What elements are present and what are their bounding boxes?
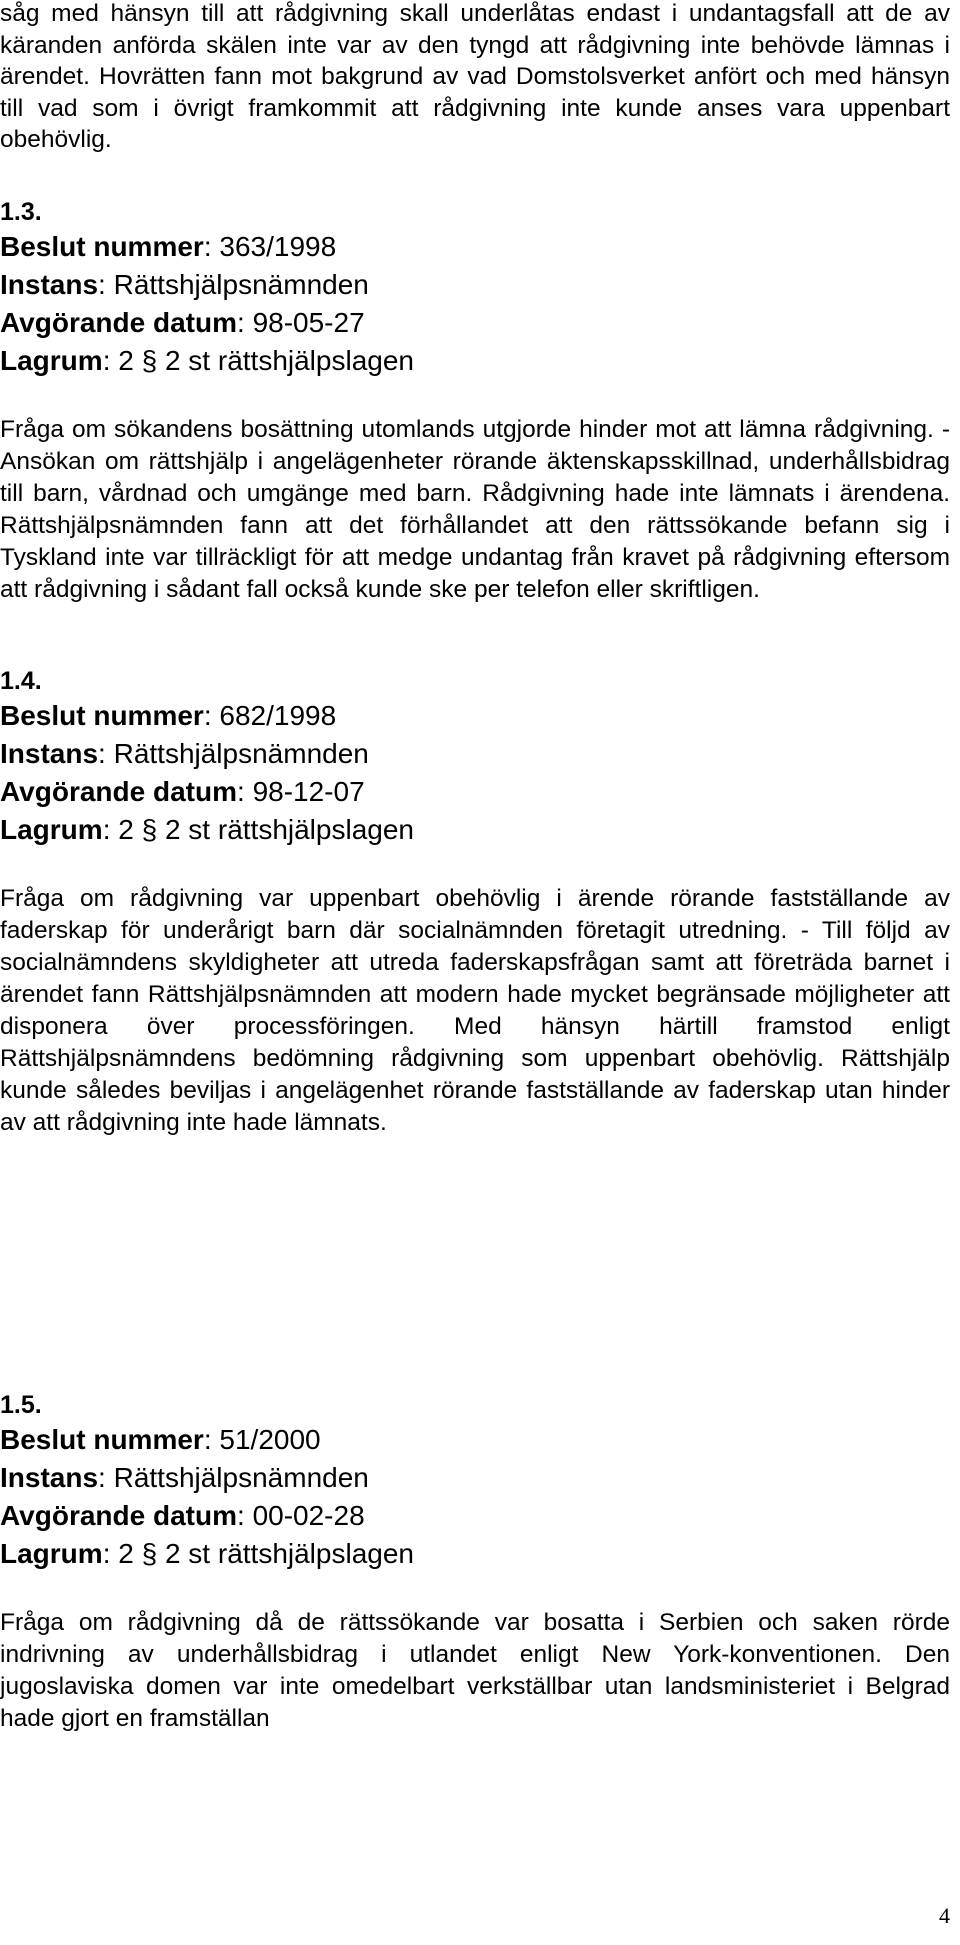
lagrum-line: Lagrum: 2 § 2 st rättshjälpslagen — [0, 345, 414, 376]
section-body: Fråga om rådgivning då de rättssökande var bosatta i Serbien och saken rörde indrivning av underhållsbidrag i utlandet enligt New York-konventionen. Den jugoslaviska domen var inte omedelbart verkställbar utan landsministeriet i Belgrad hade gjort en framställan — [0, 1609, 950, 1732]
datum-value: 98-12-07 — [252, 776, 365, 807]
datum-label: Avgörande datum — [0, 776, 237, 807]
section-1-4 — [0, 665, 950, 1139]
instans-value: Rättshjälpsnämnden — [113, 738, 369, 769]
datum-label: Avgörande datum — [0, 307, 237, 338]
instans-line: Instans: Rättshjälpsnämnden — [0, 738, 369, 769]
beslut-label: Beslut nummer — [0, 231, 204, 262]
beslut-label: Beslut nummer — [0, 1424, 204, 1455]
section-number: 1.3. — [0, 198, 42, 226]
intro-paragraph: såg med hänsyn till att rådgivning skall underlåtas endast i undantagsfall att de av käranden anförda skälen inte var av den tyngd att rådgivning inte behövde lämnas i ärendet. Hovrätten fann mot bakgrund av vad Domstolsverket anfört och med hänsyn till vad som i övrigt framkommit att rådgivning inte kunde anses vara uppenbart obehövlig. — [0, 0, 950, 153]
datum-label: Avgörande datum — [0, 1500, 237, 1531]
instans-value: Rättshjälpsnämnden — [113, 1462, 369, 1493]
lagrum-value: 2 § 2 st rättshjälpslagen — [118, 814, 414, 845]
section-number: 1.5. — [0, 1391, 42, 1419]
lagrum-label: Lagrum — [0, 345, 103, 376]
page-number: 4 — [939, 1903, 950, 1928]
datum-value: 00-02-28 — [252, 1500, 365, 1531]
beslut-line: Beslut nummer: 51/2000 — [0, 1424, 321, 1455]
lagrum-label: Lagrum — [0, 1538, 103, 1569]
section-body: Fråga om sökandens bosättning utomlands utgjorde hinder mot att lämna rådgivning. - Ansökan om rättshjälp i angelägenheter rörande äktenskapsskillnad, underhållsbidrag till barn, vårdnad och umgänge med barn. Rådgivning hade inte lämnats i ärendena. Rättshjälpsnämnden fann att det förhållandet att den rättssökande befann sig i Tyskland inte var tillräckligt för att medge undantag från kravet på rådgivning eftersom att rådgivning i sådant fall också kunde ske per telefon eller skriftligen. — [0, 416, 950, 603]
datum-line: Avgörande datum: 98-05-27 — [0, 307, 365, 338]
datum-line: Avgörande datum: 00-02-28 — [0, 1500, 365, 1531]
beslut-line: Beslut nummer: 363/1998 — [0, 231, 337, 262]
lagrum-value: 2 § 2 st rättshjälpslagen — [118, 345, 414, 376]
section-1-3 — [0, 196, 950, 606]
lagrum-label: Lagrum — [0, 814, 103, 845]
instans-line: Instans: Rättshjälpsnämnden — [0, 269, 369, 300]
intro-block — [0, 0, 950, 156]
lagrum-line: Lagrum: 2 § 2 st rättshjälpslagen — [0, 1538, 414, 1569]
beslut-value: 682/1998 — [219, 700, 337, 731]
section-number: 1.4. — [0, 667, 42, 695]
datum-value: 98-05-27 — [252, 307, 365, 338]
instans-label: Instans — [0, 738, 99, 769]
beslut-value: 363/1998 — [219, 231, 337, 262]
datum-line: Avgörande datum: 98-12-07 — [0, 776, 365, 807]
lagrum-line: Lagrum: 2 § 2 st rättshjälpslagen — [0, 814, 414, 845]
beslut-value: 51/2000 — [219, 1424, 321, 1455]
instans-label: Instans — [0, 1462, 99, 1493]
instans-label: Instans — [0, 269, 99, 300]
instans-line: Instans: Rättshjälpsnämnden — [0, 1462, 369, 1493]
lagrum-value: 2 § 2 st rättshjälpslagen — [118, 1538, 414, 1569]
beslut-label: Beslut nummer — [0, 700, 204, 731]
section-1-5 — [0, 1389, 950, 1735]
section-body: Fråga om rådgivning var uppenbart obehövlig i ärende rörande fastställande av faderskap för underårigt barn där socialnämnden företagit utredning. - Till följd av socialnämndens skyldigheter att utreda faderskapsfrågan samt att företräda barnet i ärendet fann Rättshjälpsnämnden att modern hade mycket begränsade möjligheter att disponera över processföringen. Med hänsyn härtill framstod enligt Rättshjälpsnämndens bedömning rådgivning som uppenbart obehövlig. Rättshjälp kunde således beviljas i angelägenhet rörande fastställande av faderskap utan hinder av att rådgivning inte hade lämnats. — [0, 885, 950, 1136]
beslut-line: Beslut nummer: 682/1998 — [0, 700, 337, 731]
instans-value: Rättshjälpsnämnden — [113, 269, 369, 300]
